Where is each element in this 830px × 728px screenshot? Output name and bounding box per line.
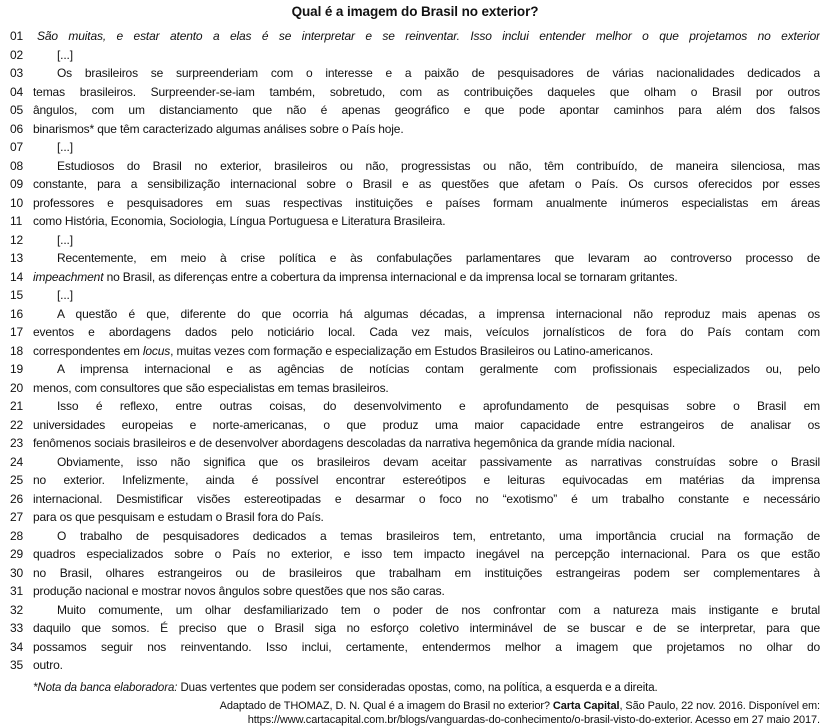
line-number: 34 <box>10 639 24 654</box>
line-number: 13 <box>10 251 24 265</box>
line-text <box>33 46 820 65</box>
line-text <box>33 194 820 213</box>
text-line <box>0 305 830 324</box>
text-segment: Estudiosos do Brasil no exterior, brasileiros ou não, progressistas ou não, têm contribuído, de maneira silenciosa, mas <box>57 158 820 173</box>
text-line <box>0 64 830 83</box>
line-text <box>33 379 820 398</box>
line-text <box>33 416 820 435</box>
line-number: 28 <box>10 528 24 543</box>
citation <box>0 699 820 727</box>
text-segment: Duas vertentes que podem ser consideradas opostas, como, na política, a esquerda e a direita. <box>177 681 658 694</box>
text-segment: *Nota da banca elaboradora: <box>33 681 178 694</box>
line-text <box>33 323 820 342</box>
text-line <box>0 434 830 453</box>
text-segment: , São Paulo, 22 nov. 2016. Disponível em: <box>619 699 820 712</box>
line-number: 16 <box>10 306 24 321</box>
line-text <box>33 638 820 657</box>
text-line <box>0 46 830 65</box>
text-segment: temas brasileiros. Surpreender-se-iam também, sobretudo, com as contribuições daqueles que olham o Brasil por outros <box>33 84 820 99</box>
text-line <box>0 212 830 231</box>
text-line <box>0 601 830 620</box>
line-number: 14 <box>10 269 24 284</box>
line-number: 19 <box>10 362 24 376</box>
text-segment: no exterior. Infelizmente, ainda é possível encontrar estereótipos e leituras equivocadas em matérias da imprensa <box>33 473 820 487</box>
line-number: 21 <box>10 399 24 413</box>
page-title: Qual é a imagem do Brasil no exterior? <box>291 4 539 19</box>
text-segment: para os que pesquisam e estudam o Brasil fora do País. <box>33 510 324 524</box>
line-number: 01 <box>10 29 24 43</box>
line-text <box>33 471 820 490</box>
line-number: 15 <box>10 288 24 302</box>
text-segment: https://www.cartacapital.com.br/blogs/vanguardas-do-conhecimento/o-brasil-visto-do-exterior. Acesso em 27 maio 2017. <box>247 713 820 726</box>
text-segment: possamos seguir nos reinventando. Isso inclui, certamente, entendermos melhor a imagem que projetamos no olhar do <box>33 639 820 654</box>
text-line <box>0 638 830 657</box>
line-number: 31 <box>10 584 24 598</box>
line-text <box>33 27 820 46</box>
line-text <box>33 157 820 176</box>
line-text <box>33 619 820 638</box>
line-number: 30 <box>10 565 24 580</box>
text-segment: fenômenos sociais brasileiros e de desenvolver abordagens descoladas da narrativa hegemônica da grande mídia nacional. <box>33 436 676 450</box>
text-line <box>0 379 830 398</box>
line-text <box>33 453 820 472</box>
text-line <box>0 27 830 46</box>
text-segment: no Brasil, olhares estrangeiros ou de brasileiros que trabalham em instituições estrangeiras podem ser complementares à <box>33 565 820 580</box>
text-segment: constante, para a sensibilização internacional sobre o Brasil e as questões que afetam o País. Os cursos oferecidos por esses <box>33 177 820 191</box>
text-segment: O trabalho de pesquisadores dedicados a temas brasileiros tem, entretanto, uma importância crucial na formação de <box>57 528 820 543</box>
text-line <box>0 397 830 416</box>
text-segment: São muitas, e estar atento a elas é se interpretar e se reinventar. Isso inclui entender melhor o que projetamos no exterior <box>37 29 820 43</box>
text-segment: impeachment <box>33 269 104 284</box>
line-number: 11 <box>10 214 23 228</box>
line-number: 33 <box>10 621 24 635</box>
text-line <box>0 656 830 675</box>
line-text <box>33 83 820 102</box>
text-segment: Carta Capital <box>552 699 620 712</box>
line-text <box>33 545 820 564</box>
text-line <box>0 471 830 490</box>
line-number: 24 <box>10 454 24 469</box>
text-segment: Os brasileiros se surpreenderiam com o interesse e a paixão de pesquisadores de várias nacionalidades dedicados a <box>57 66 820 80</box>
text-line <box>0 619 830 638</box>
text-segment: A questão é que, diferente do que ocorria há algumas décadas, a imprensa internacional não reproduz mais apenas os <box>57 306 820 321</box>
citation-line <box>0 713 820 727</box>
line-number: 32 <box>10 602 24 617</box>
text-segment: [...] <box>57 232 73 247</box>
line-number: 29 <box>10 547 24 561</box>
text-segment: professores e pesquisadores em suas respectivas instituições e países formam anualmente inúmeros especialistas em áreas <box>33 195 820 210</box>
line-text <box>33 342 820 361</box>
text-segment: Obviamente, isso não significa que os brasileiros devam aceitar passivamente as narrativas construídas sobre o Brasil <box>57 454 820 469</box>
line-number: 07 <box>10 140 24 154</box>
text-line <box>0 582 830 601</box>
text-segment: binarismos* que têm caracterizado algumas análises sobre o País hoje. <box>33 121 404 136</box>
text-line <box>0 194 830 213</box>
line-text <box>33 175 820 194</box>
text-line <box>0 231 830 250</box>
text-segment: produção nacional e mostrar novos ângulos sobre questões que nos são caras. <box>33 584 445 598</box>
text-segment: menos, com consultores que são especialistas em temas brasileiros. <box>33 380 389 395</box>
line-number: 04 <box>10 84 24 99</box>
line-text <box>33 601 820 620</box>
line-number: 02 <box>10 47 24 62</box>
line-text <box>33 582 820 601</box>
text-line <box>0 416 830 435</box>
text-segment: , muitas vezes com formação e especialização em Estudos Brasileiros ou Latino-americanos. <box>170 343 654 358</box>
line-text <box>33 101 820 120</box>
text-segment: universidades europeias e norte-americanas, o que produz uma maior capacidade entre estrangeiros de analisar os <box>33 417 820 432</box>
text-segment: ângulos, com um distanciamento que não é apenas geográfico e que pode apontar caminhos para além dos falsos <box>33 103 820 117</box>
text-line <box>0 527 830 546</box>
line-number: 10 <box>10 195 24 210</box>
line-number: 20 <box>10 380 24 395</box>
line-text <box>33 656 820 675</box>
line-number: 03 <box>10 66 24 80</box>
text-segment: Recentemente, em meio à crise política e às confabulações parlamentares que levaram ao controverso processo de <box>57 251 820 265</box>
line-text <box>33 434 820 453</box>
text-segment: no Brasil, as diferenças entre a cobertura da imprensa internacional e da imprensa local se tornaram gritantes. <box>103 269 678 284</box>
line-text <box>33 397 820 416</box>
line-number: 05 <box>10 103 24 117</box>
text-line <box>0 138 830 157</box>
line-text <box>33 527 820 546</box>
line-text <box>33 64 820 83</box>
text-line <box>0 120 830 139</box>
line-number: 06 <box>10 121 24 136</box>
text-line <box>0 342 830 361</box>
line-text <box>33 231 820 250</box>
text-line <box>0 545 830 564</box>
line-text <box>33 564 820 583</box>
line-number: 18 <box>10 343 24 358</box>
text-line <box>0 360 830 379</box>
text-segment: daquilo que somos. É preciso que o Brasil siga no esforço coletivo interminável de se buscar e de se interpretar, para que <box>33 621 820 635</box>
line-text <box>33 268 820 287</box>
text-line <box>0 508 830 527</box>
text-segment: Adaptado de THOMAZ, D. N. Qual é a imagem do Brasil no exterior? <box>219 699 553 712</box>
line-number: 25 <box>10 473 24 487</box>
text-line <box>0 453 830 472</box>
text-segment: [...] <box>57 47 73 62</box>
text-segment: como História, Economia, Sociologia, Língua Portuguesa e Literatura Brasileira. <box>33 214 446 228</box>
text-line <box>0 286 830 305</box>
citation-line <box>0 699 820 713</box>
text-line <box>0 83 830 102</box>
text-segment: Isso é reflexo, entre outras coisas, do desenvolvimento e aprofundamento de pesquisas sobre o Brasil em <box>57 399 820 413</box>
text-line <box>0 157 830 176</box>
line-text <box>33 249 820 268</box>
line-number: 17 <box>10 325 24 339</box>
line-text <box>33 138 820 157</box>
text-line <box>0 564 830 583</box>
text-line <box>0 268 830 287</box>
text-segment: correspondentes em <box>33 343 143 358</box>
line-number: 22 <box>10 417 24 432</box>
text-segment: [...] <box>57 288 73 302</box>
line-text <box>33 286 820 305</box>
line-number: 35 <box>10 658 24 672</box>
line-number: 09 <box>10 177 24 191</box>
text-segment: A imprensa internacional e as agências de notícias contam geralmente com profissionais especializados ou, pelo <box>57 362 820 376</box>
line-text <box>33 360 820 379</box>
line-text <box>33 120 820 139</box>
text-segment: locus <box>142 343 171 358</box>
line-number: 23 <box>10 436 24 450</box>
line-text <box>33 490 820 509</box>
text-line <box>0 490 830 509</box>
text-segment: [...] <box>57 140 73 154</box>
line-number: 26 <box>10 491 24 506</box>
text-line <box>0 175 830 194</box>
line-number: 12 <box>10 232 24 247</box>
line-number: 08 <box>10 158 24 173</box>
text-segment: internacional. Desmistificar visões estereotipadas e desarmar o foco no “exotismo” é um trabalho constante e necessário <box>33 491 820 506</box>
text-segment: eventos e abordagens dados pelo noticiário local. Cada vez mais, veículos jornalísticos de fora do País contam com <box>33 325 820 339</box>
line-text <box>33 508 820 527</box>
line-text <box>33 212 820 231</box>
text-line <box>0 249 830 268</box>
text-segment: quadros especializados sobre o País no exterior, e isso tem impacto inegável na percepção internacional. Para os que estão <box>33 547 820 561</box>
text-segment: Muito comumente, um olhar desfamiliarizado tem o poder de nos confrontar com a natureza mais instigante e brutal <box>57 602 820 617</box>
line-text <box>33 305 820 324</box>
footnote <box>33 681 820 695</box>
text-lines <box>0 27 830 675</box>
text-line <box>0 101 830 120</box>
line-number: 27 <box>10 510 24 524</box>
text-segment: outro. <box>33 658 63 672</box>
text-line <box>0 323 830 342</box>
